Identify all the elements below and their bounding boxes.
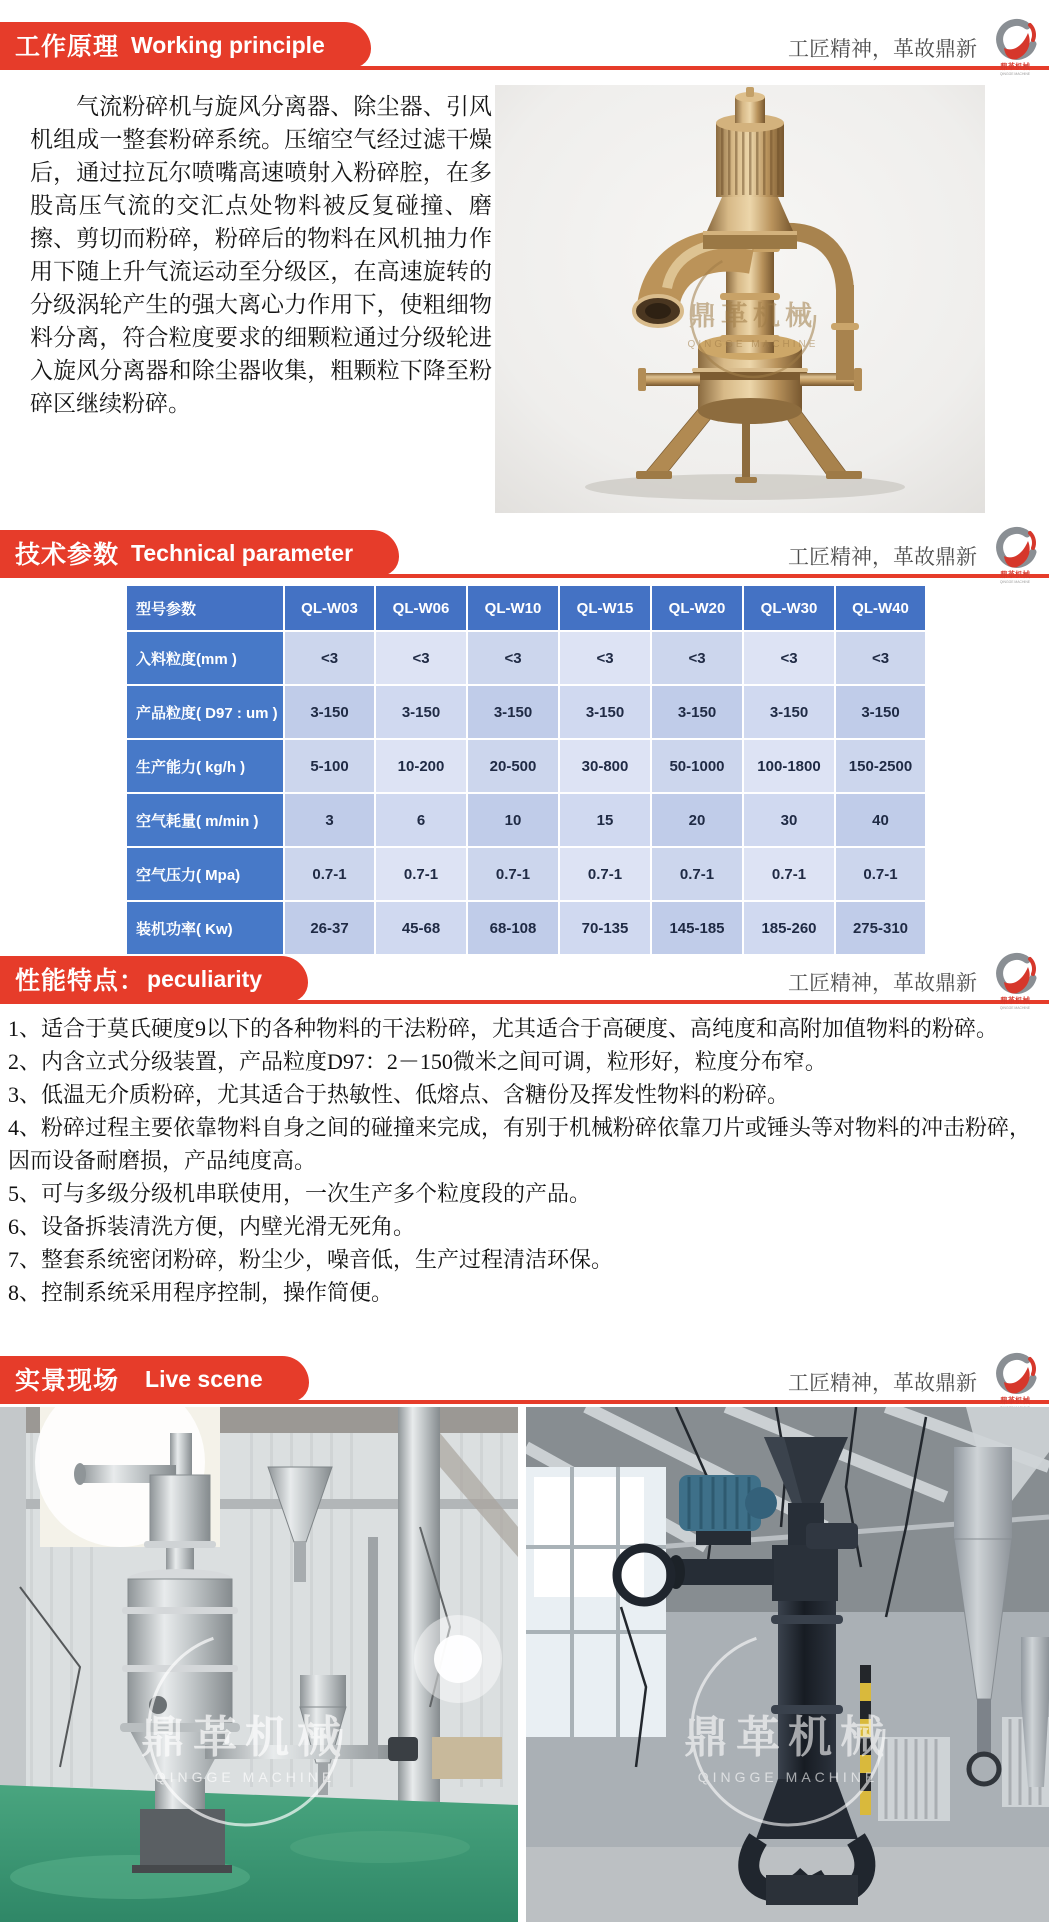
- spec-cell: 10-200: [375, 739, 467, 793]
- feature-item: 5、可与多级分级机串联使用，一次生产多个粒度段的产品。: [8, 1181, 592, 1206]
- spec-row-label: 产品粒度( D97 : um ): [126, 685, 284, 739]
- section-title-cn: 技术参数: [15, 541, 120, 569]
- spec-table-header-row: [126, 585, 926, 631]
- spec-cell: 100-1800: [743, 739, 835, 793]
- spec-cell: <3: [835, 631, 926, 685]
- section-title-ribbon: [0, 956, 308, 1002]
- spec-cell: 10: [467, 793, 559, 847]
- spec-row-label: 装机功率( Kw): [126, 901, 284, 955]
- spec-cell: 30: [743, 793, 835, 847]
- spec-cell: 3-150: [467, 685, 559, 739]
- spec-table-body: [126, 631, 926, 955]
- spec-cell: <3: [559, 631, 651, 685]
- svg-text:鼎革机械: 鼎革机械: [1000, 996, 1030, 1005]
- section-title-cn: 实景现场: [15, 1367, 120, 1395]
- spec-row-label: 入料粒度(mm ): [126, 631, 284, 685]
- table-corner-header: 型号参数: [126, 585, 284, 631]
- spec-cell: 0.7-1: [375, 847, 467, 901]
- floor-sheen-2: [290, 1831, 470, 1863]
- section-title-ribbon: [0, 530, 399, 576]
- spec-cell: 3-150: [375, 685, 467, 739]
- model-column-header: QL-W06: [375, 585, 467, 631]
- watermark-en: QINGGE MACHINE: [687, 339, 819, 350]
- spec-cell: 26-37: [284, 901, 375, 955]
- spec-cell: 0.7-1: [743, 847, 835, 901]
- svg-text:鼎革机械: 鼎革机械: [1000, 62, 1030, 71]
- brand-slogan: 工匠精神，革故鼎新: [788, 546, 977, 569]
- spec-cell: 3-150: [284, 685, 375, 739]
- spec-row-label: 生产能力( kg/h ): [126, 739, 284, 793]
- lamp-glare: [434, 1635, 482, 1683]
- spec-cell: 3: [284, 793, 375, 847]
- spec-cell: <3: [375, 631, 467, 685]
- section-title-en: peculiarity: [147, 965, 263, 992]
- spec-cell: 3-150: [559, 685, 651, 739]
- steel-column-left: [0, 1407, 26, 1847]
- section-bar-peculiarity: [0, 956, 1049, 1010]
- spec-cell: 20-500: [467, 739, 559, 793]
- svg-text:鼎革机械: 鼎革机械: [1000, 1396, 1030, 1405]
- spec-cell: 30-800: [559, 739, 651, 793]
- reducer-cone: [707, 197, 793, 231]
- model-column-header: QL-W10: [467, 585, 559, 631]
- live-scene-photo-left: [0, 1407, 518, 1922]
- junction-highlight: [703, 231, 797, 235]
- spec-row: [126, 901, 926, 955]
- model-column-header: QL-W40: [835, 585, 926, 631]
- spec-cell: 20: [651, 793, 743, 847]
- jet-mill-render-image: [495, 85, 985, 513]
- spec-cell: 0.7-1: [651, 847, 743, 901]
- feature-list: [8, 1012, 1044, 1309]
- feature-item: 4、粉碎过程主要依靠物料自身之间的碰撞来完成，有别于机械粉碎依靠刀片或锤头等对物料的冲击粉碎，因而设备耐磨损，产品纯度高。: [8, 1115, 1032, 1173]
- watermark-cn: 鼎革机械: [141, 1713, 349, 1762]
- feature-item: 2、内含立式分级装置，产品粒度D97：2－150微米之间可调，粒形好，粒度分布窄。: [8, 1049, 827, 1074]
- spec-cell: 150-2500: [835, 739, 926, 793]
- watermark-en: QINGGE MACHINE: [154, 1769, 336, 1785]
- spec-cell: <3: [743, 631, 835, 685]
- spec-row: [126, 685, 926, 739]
- watermark-en: QINGGE MACHINE: [697, 1769, 879, 1785]
- brand-logo-icon: [989, 952, 1041, 1010]
- spec-cell: 5-100: [284, 739, 375, 793]
- spec-cell: 0.7-1: [835, 847, 926, 901]
- brand-slogan: 工匠精神，革故鼎新: [788, 38, 977, 61]
- spec-cell: <3: [651, 631, 743, 685]
- back-pipe-drop: [836, 285, 854, 380]
- brand-logo-icon: [989, 1352, 1041, 1410]
- spec-cell: 15: [559, 793, 651, 847]
- pipe-flange: [831, 323, 859, 330]
- section-bar-technical-parameter: [0, 530, 1049, 584]
- section-title-cn: 性能特点：: [15, 967, 146, 995]
- model-column-header: QL-W30: [743, 585, 835, 631]
- spec-cell: 3-150: [651, 685, 743, 739]
- feature-item: 7、整套系统密闭粉碎，粉尘少，噪音低，生产过程清洁环保。: [8, 1247, 614, 1272]
- section-bar-working-principle: [0, 22, 1049, 76]
- spec-cell: 185-260: [743, 901, 835, 955]
- spec-cell: <3: [467, 631, 559, 685]
- section-bar-live-scene: [0, 1356, 1049, 1404]
- svg-text:QINGGE MACHINE: QINGGE MACHINE: [999, 72, 1031, 76]
- section-title-en: Technical parameter: [131, 539, 354, 566]
- spec-cell: 3-150: [743, 685, 835, 739]
- feature-item: 1、适合于莫氏硬度9以下的各种物料的干法粉碎，尤其适合于高硬度、高纯度和高附加值物料的粉碎。: [8, 1016, 999, 1041]
- section-title-en: Working principle: [131, 31, 325, 58]
- svg-text:QINGGE MACHINE: QINGGE MACHINE: [999, 580, 1031, 584]
- feature-item: 6、设备拆装清洗方便，内壁光滑无死角。: [8, 1214, 416, 1239]
- model-column-header: QL-W03: [284, 585, 375, 631]
- spec-table: [125, 584, 927, 956]
- brand-slogan: 工匠精神，革故鼎新: [788, 1372, 977, 1395]
- spec-cell: 40: [835, 793, 926, 847]
- spec-cell: 0.7-1: [467, 847, 559, 901]
- spec-cell: 45-68: [375, 901, 467, 955]
- section-title-ribbon: [0, 1356, 309, 1402]
- watermark-cn: 鼎革机械: [689, 301, 817, 331]
- section-title-cn: 工作原理: [15, 33, 120, 61]
- live-scene-photo-right: [526, 1407, 1049, 1922]
- spec-row: [126, 847, 926, 901]
- product-render: [495, 85, 985, 513]
- spec-cell: 145-185: [651, 901, 743, 955]
- section-title-en: Live scene: [145, 1365, 263, 1392]
- pallet: [432, 1737, 502, 1779]
- spec-row-label: 空气压力( Mpa): [126, 847, 284, 901]
- spec-cell: 3-150: [835, 685, 926, 739]
- watermark-cn: 鼎革机械: [684, 1713, 892, 1762]
- section-title-ribbon: [0, 22, 371, 68]
- svg-text:鼎革机械: 鼎革机械: [1000, 570, 1030, 579]
- feature-item: 8、控制系统采用程序控制，操作简便。: [8, 1280, 394, 1305]
- model-column-header: QL-W20: [651, 585, 743, 631]
- spec-cell: 275-310: [835, 901, 926, 955]
- spec-row: [126, 793, 926, 847]
- brand-logo-icon: [989, 18, 1041, 76]
- spec-cell: 50-1000: [651, 739, 743, 793]
- svg-text:QINGGE MACHINE: QINGGE MACHINE: [999, 1006, 1031, 1010]
- spec-cell: <3: [284, 631, 375, 685]
- model-column-header: QL-W15: [559, 585, 651, 631]
- brand-logo-icon: [989, 526, 1041, 584]
- spec-row: [126, 739, 926, 793]
- spec-cell: 0.7-1: [559, 847, 651, 901]
- spec-cell: 70-135: [559, 901, 651, 955]
- feature-item: 3、低温无介质粉碎，尤其适合于热敏性、低熔点、含糖份及挥发性物料的粉碎。: [8, 1082, 790, 1107]
- brand-slogan: 工匠精神，革故鼎新: [788, 972, 977, 995]
- spec-row-label: 空气耗量( m/min ): [126, 793, 284, 847]
- spec-row: [126, 631, 926, 685]
- spec-cell: 6: [375, 793, 467, 847]
- spec-cell: 0.7-1: [284, 847, 375, 901]
- working-principle-paragraph: 气流粉碎机与旋风分离器、除尘器、引风机组成一整套粉碎系统。压缩空气经过滤干燥后，通过拉瓦尔喷嘴高速喷射入粉碎腔，在多股高压气流的交汇点处物料被反复碰撞、磨擦、剪切而粉碎，粉碎后的物料在风机抽力作用下随上升气流运动至分级区，在高速旋转的分级涡轮产生的强大离心力作用下，使粗细物料分离，符合粒度要求的细颗粒通过分级轮进入旋风分离器和除尘器收集，粗颗粒下降至粉碎区继续粉碎。: [30, 94, 492, 416]
- spec-cell: 68-108: [467, 901, 559, 955]
